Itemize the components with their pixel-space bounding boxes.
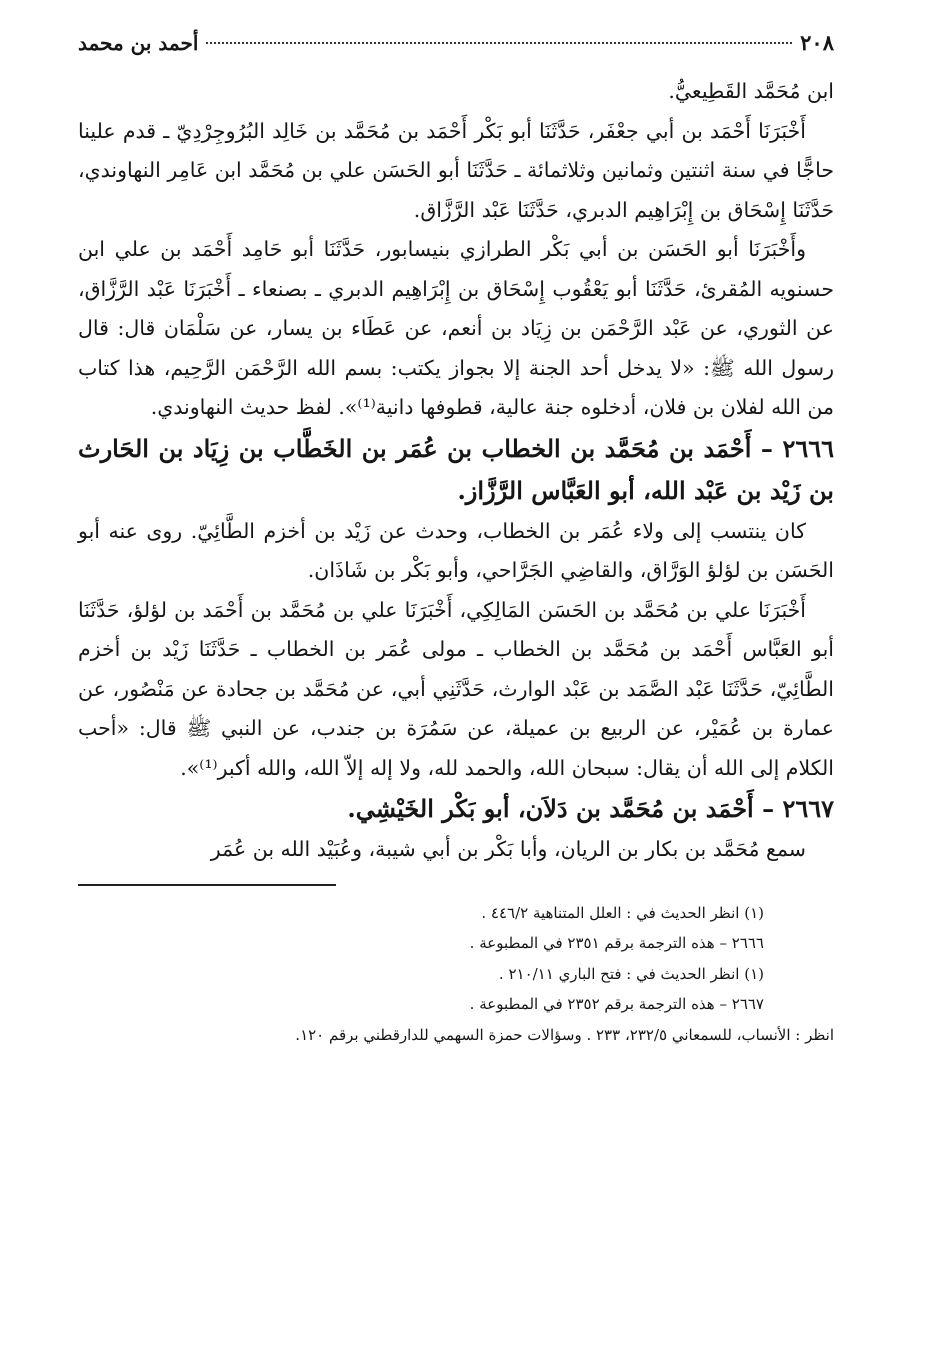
entry-2667-heading: ٢٦٦٧ – أَحْمَد بن مُحَمَّد بن دَلاَن، أبو بَكْر الخَيْشِي. [347, 794, 834, 823]
main-text [78, 72, 834, 870]
entry-2667-bio: سمع مُحَمَّد بن بكار بن الريان، وأبا بَكْر بن أبي شيبة، وعُبَيْد الله بن عُمَر [210, 837, 806, 861]
footnote-line: انظر : الأنساب، للسمعاني ٢٣٢/٥، ٢٣٣ . وسؤالات حمزة السهمي للدارقطني برقم ١٢٠. [295, 1025, 834, 1044]
running-title: أحمد بن محمد [78, 31, 199, 55]
entry-2666-bio: كان ينتسب إلى ولاء عُمَر بن الخطاب، وحدث عن زَيْد بن أخزم الطَّائِيّ. روى عنه أبو الحَسَن بن لؤلؤ الوَرَّاق، والقاضِي الجَرَّاحي، وأبو بَكْر بن شَاذَان. [78, 518, 834, 582]
isnad-paragraph-1: أَخْبَرَنَا أَحْمَد بن أبي جعْفَر، حَدَّثَنَا أبو بَكْر أَحْمَد بن مُحَمَّد بن خَالِد البُرُوجِرْدِيّ ـ قدم علينا حاجًّا في سنة اثنتين وثمانين وثلاثمائة ـ حَدَّثَنَا أبو الحَسَن علي بن مُحَمَّد ابن عَامِر النهاوندي، حَدَّثَنَا إِسْحَاق بن إِبْرَاهِيم الدبري، حَدَّثَنَا عَبْد الرَّزَّاق. [78, 118, 834, 222]
header-dotted-leader [206, 42, 792, 44]
page-header [78, 30, 834, 72]
footnote-line: ٢٦٦٧ – هذه الترجمة برقم ٢٣٥٢ في المطبوعة . [469, 995, 764, 1013]
continuation-line: ابن مُحَمَّد القَطِيعيُّ. [668, 79, 834, 103]
entry-2666-heading: ٢٦٦٦ – أَحْمَد بن مُحَمَّد بن الخطاب بن عُمَر بن الخَطَّاب بن زِيَاد بن الحَارث بن زَيْد بن عَبْد الله، أبو العَبَّاس الرَّزَّاز. [78, 433, 834, 505]
isnad-paragraph-2: وأَخْبَرَنَا أبو الحَسَن بن أبي بَكْر الطرازي بنيسابور، حَدَّثَنَا أبو حَامِد أَحْمَد بن علي ابن حسنويه المُقرئ، حَدَّثَنَا أبو يَعْقُوب إِسْحَاق بن إِبْرَاهِيم الدبري ـ بصنعاء ـ أَخْبَرَنَا عَبْد الرَّزَّاق، عن الثوري، عن عَبْد الرَّحْمَن بن زِيَاد بن أنعم، عن عَطَاء بن يسار، عن سَلْمَان قال: قال رسول الله ﷺ: «لا يدخل أحد الجنة إلا بجواز يكتب: بسم الله الرَّحْمَن الرَّحِيم، هذا كتاب من الله لفلان بن فلان، أدخلوه جنة عالية، قطوفها دانية⁽¹⁾». لفظ حديث النهاوندي. [78, 237, 834, 419]
footnote-line: ٢٦٦٦ – هذه الترجمة برقم ٢٣٥١ في المطبوعة . [469, 934, 764, 952]
footnote-line: (١) انظر الحديث في : العلل المتناهية ٤٤٦/٢ . [481, 903, 764, 922]
footnotes [78, 898, 834, 1051]
book-page [78, 30, 834, 1050]
footnote-divider [78, 884, 336, 886]
footnote-line: (١) انظر الحديث في : فتح الباري ٢١٠/١١ . [498, 964, 764, 983]
page-number: ٢٠٨ [800, 30, 834, 55]
entry-2666-hadith: أَخْبَرَنَا علي بن مُحَمَّد بن الحَسَن المَالِكِي، أَخْبَرَنَا علي بن مُحَمَّد بن أَحْمَد بن لؤلؤ، حَدَّثَنَا أبو العَبَّاس أَحْمَد بن مُحَمَّد بن الخطاب ـ مولى عُمَر بن الخطاب ـ حَدَّثَنَا زَيْد بن أخزم الطَّائِيّ، حَدَّثَنَا عَبْد الصَّمَد بن عَبْد الوارث، حَدَّثَنِي أبي، عن مُحَمَّد بن جحادة عن مَنْصُور، عن عمارة بن عُمَيْر، عن الربيع بن عميلة، عن سَمُرَة بن جندب، عن النبي ﷺ قال: «أحب الكلام إلى الله أن يقال: سبحان الله، والحمد لله، ولا إله إلاّ الله، والله أكبر⁽¹⁾». [78, 597, 834, 780]
